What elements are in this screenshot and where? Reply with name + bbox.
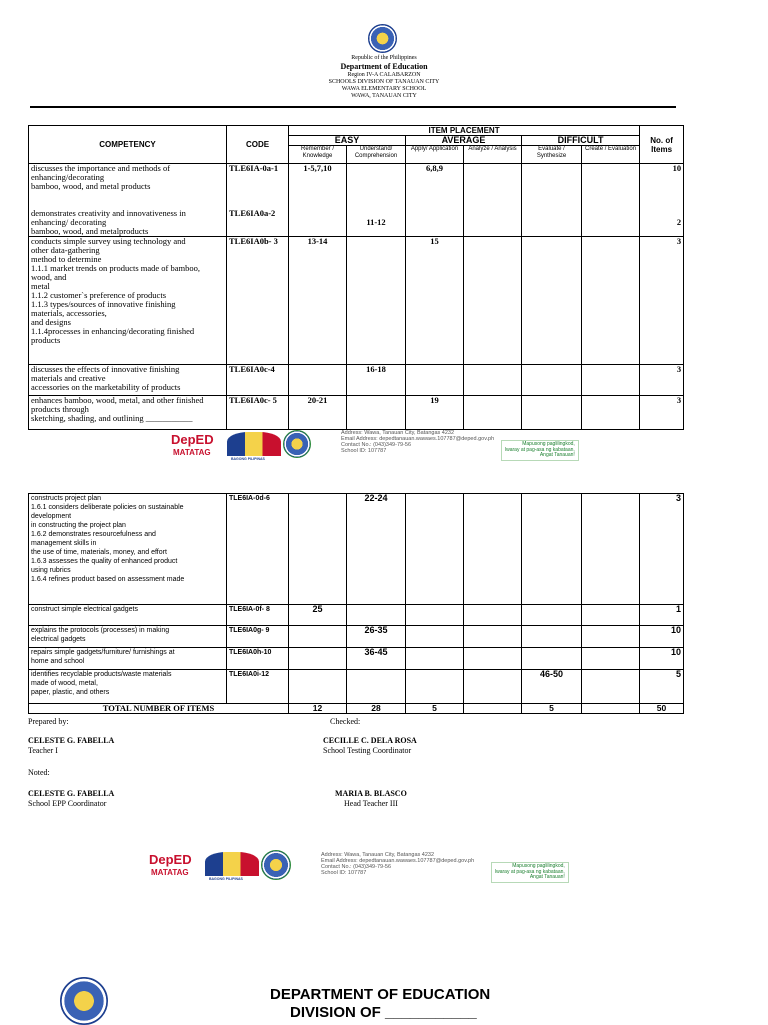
cell-evaluate [522, 396, 582, 430]
bagong-pilipinas-logo-icon [227, 432, 281, 456]
cell-remember [289, 648, 347, 670]
header-create: Create / Evaluation [582, 146, 640, 164]
school-seal-icon [261, 850, 291, 880]
checked-title: School Testing Coordinator [323, 746, 412, 755]
footer-motto: Mapusong paglilingkod, lwaray at pag-asa ng kabataan, Angat Tanauan! [491, 862, 569, 883]
cell-create [582, 494, 640, 605]
cell-apply: 15 [406, 237, 464, 365]
cell-evaluate [522, 605, 582, 626]
bagong-pilipinas-text: BAGONG PILIPINAS [209, 877, 243, 881]
cell-competency: enhances bamboo, wood, metal, and other finished products through sketching, shading, and outlining ___________ [29, 396, 227, 430]
cell-code: TLE6IA-0d-6 [227, 494, 289, 605]
total-understand: 28 [347, 704, 406, 714]
cell-items: 3 [640, 396, 684, 430]
cell-remember [289, 365, 347, 396]
checked-label: Checked: [330, 717, 361, 726]
cell-analyze [464, 605, 522, 626]
cell-evaluate [522, 237, 582, 365]
cell-items: 3 [640, 365, 684, 396]
cell-create [582, 237, 640, 365]
cell-understand [347, 396, 406, 430]
cell-create [582, 365, 640, 396]
cell-competency: discusses the importance and methods of enhancing/decorating bamboo, wood, and metal products demonstrates creativity and innovativeness in enhancing/ decorating bamboo, wood, and metalproducts [29, 164, 227, 237]
cell-understand: 16-18 [347, 365, 406, 396]
cell-analyze [464, 237, 522, 365]
cell-remember: 13-14 [289, 237, 347, 365]
cell-items: 3 [640, 237, 684, 365]
total-create [582, 704, 640, 714]
table-row [29, 237, 684, 365]
cell-understand: 11-12 [347, 164, 406, 237]
cell-competency: constructs project plan 1.6.1 considers deliberate policies on sustainable development in constructing the project plan 1.6.2 demonstrates resourcefulness and management skills in the use of time, materials, money, and effort 1.6.3 assesses the quality of enhanced product using rubrics 1.6.4 refines product based on assessment made [29, 494, 227, 605]
header-analyze: Analyze / Analysis [464, 146, 522, 164]
table-row [29, 626, 684, 648]
prepared-label: Prepared by: [28, 717, 69, 726]
cell-code: TLE6IA-0a-1 TLE6IA0a-2 [227, 164, 289, 237]
noted-label: Noted: [28, 768, 50, 777]
cell-code: TLE6IA0h-10 [227, 648, 289, 670]
deped-seal-icon [368, 24, 397, 53]
cell-apply [406, 605, 464, 626]
cell-remember: 25 [289, 605, 347, 626]
cell-competency: identifies recyclable products/waste materials made of wood, metal, paper, plastic, and others [29, 670, 227, 704]
deped-logo-text: DepED [171, 432, 214, 447]
bagong-pilipinas-text: BAGONG PILIPINAS [231, 457, 265, 461]
cell-analyze [464, 494, 522, 605]
header-address: WAWA, TANAUAN CITY [351, 93, 417, 99]
footer-address: Address: Wawa, Tanauan City, Batangas 4232 Email Address: depedtanauan.wawaes.107787@deped.gov.ph Contact No.: (043)349-79-56 School ID: 107787 [321, 852, 475, 876]
footer-logos-2 [145, 850, 605, 885]
header-average: AVERAGE [406, 136, 522, 146]
cell-apply [406, 670, 464, 704]
checked-name: CECILLE C. DELA ROSA [323, 736, 417, 745]
cell-evaluate [522, 365, 582, 396]
cell-items: 1 [640, 605, 684, 626]
cell-evaluate [522, 494, 582, 605]
total-evaluate: 5 [522, 704, 582, 714]
cell-analyze [464, 626, 522, 648]
cell-competency: conducts simple survey using technology and other data-gathering method to determine 1.1.1 market trends on products made of bamboo, wood, and metal 1.1.2 customer`s preference of products 1.1.3 types/sources of innovative finishing materials, accessories, and designs 1.1.4processes in enhancing/decorating finished products [29, 237, 227, 365]
total-apply: 5 [406, 704, 464, 714]
cell-competency: discusses the effects of innovative finishing materials and creative accessories on the marketability of products [29, 365, 227, 396]
school-seal-icon [283, 430, 311, 458]
cell-understand: 36-45 [347, 648, 406, 670]
cell-create [582, 605, 640, 626]
header-item-placement: ITEM PLACEMENT [289, 126, 640, 136]
cell-understand: 22-24 [347, 494, 406, 605]
cell-create [582, 670, 640, 704]
cell-items: 10 [640, 626, 684, 648]
cell-remember [289, 494, 347, 605]
cell-understand [347, 237, 406, 365]
total-remember: 12 [289, 704, 347, 714]
cell-analyze [464, 396, 522, 430]
deped-logo-text: DepED [149, 852, 192, 867]
table-row [29, 365, 684, 396]
cell-remember: 1-5,7,10 [289, 164, 347, 237]
cell-understand: 26-35 [347, 626, 406, 648]
cell-apply [406, 365, 464, 396]
cell-items: 10 2 [640, 164, 684, 237]
header-code: CODE [227, 126, 289, 164]
prepared-name: CELESTE G. FABELLA [28, 736, 115, 745]
next-page-department: DEPARTMENT OF EDUCATION [270, 986, 491, 1003]
cell-remember [289, 670, 347, 704]
noted2-name: MARIA B. BLASCO [335, 789, 407, 798]
table-row [29, 494, 684, 605]
cell-apply [406, 494, 464, 605]
cell-create [582, 626, 640, 648]
next-page-division: DIVISION OF ___________ [290, 1004, 477, 1021]
cell-analyze [464, 365, 522, 396]
cell-remember: 20-21 [289, 396, 347, 430]
cell-items: 10 [640, 648, 684, 670]
header-region: Region IV-A CALABARZON [347, 72, 421, 78]
cell-apply: 6,8,9 [406, 164, 464, 237]
cell-understand [347, 605, 406, 626]
header-difficult: DIFFICULT [522, 136, 640, 146]
footer-motto: Mapusong paglilingkod, lwaray at pag-asa ng kabataan, Angat Tanauan! [501, 440, 579, 461]
cell-code: TLE6IA0i-12 [227, 670, 289, 704]
cell-analyze [464, 164, 522, 237]
header-divider [30, 106, 676, 108]
cell-evaluate: 46-50 [522, 670, 582, 704]
cell-apply [406, 648, 464, 670]
footer-logos-1 [165, 430, 625, 465]
noted1-title: School EPP Coordinator [28, 799, 107, 808]
tos-table-page1 [28, 125, 684, 430]
cell-analyze [464, 648, 522, 670]
table-row [29, 396, 684, 430]
header-understand: Understand/ Comprehension [347, 146, 406, 164]
total-label: TOTAL NUMBER OF ITEMS [29, 704, 289, 714]
table-row [29, 164, 684, 237]
cell-code: TLE6IA0b- 3 [227, 237, 289, 365]
cell-code: TLE6IA-0f- 8 [227, 605, 289, 626]
cell-competency: construct simple electrical gadgets [29, 605, 227, 626]
cell-code: TLE6IA0g- 9 [227, 626, 289, 648]
header-school: WAWA ELEMENTARY SCHOOL [341, 86, 427, 92]
matatag-logo-text: MATATAG [151, 868, 189, 877]
cell-analyze [464, 670, 522, 704]
cell-remember [289, 626, 347, 648]
cell-items: 5 [640, 670, 684, 704]
cell-code: TLE6IA0c-4 [227, 365, 289, 396]
footer-address: Address: Wawa, Tanauan City, Batangas 4232 Email Address: depedtanauan.wawaes.107787@deped.gov.ph Contact No.: (043)349-79-56 School ID: 107787 [341, 430, 495, 454]
cell-competency: explains the protocols (processes) in making electrical gadgets [29, 626, 227, 648]
cell-evaluate [522, 648, 582, 670]
total-analyze [464, 704, 522, 714]
prepared-title: Teacher I [28, 746, 58, 755]
cell-evaluate [522, 626, 582, 648]
cell-create [582, 396, 640, 430]
total-items: 50 [640, 704, 684, 714]
cell-evaluate [522, 164, 582, 237]
tos-table-page2 [28, 493, 684, 714]
header-evaluate: Evaluate / Synthesize [522, 146, 582, 164]
cell-competency: repairs simple gadgets/furniture/ furnishings at home and school [29, 648, 227, 670]
cell-code: TLE6IA0c- 5 [227, 396, 289, 430]
header-competency: COMPETENCY [29, 126, 227, 164]
noted1-name: CELESTE G. FABELLA [28, 789, 115, 798]
deped-seal-icon [60, 977, 108, 1025]
cell-apply [406, 626, 464, 648]
matatag-logo-text: MATATAG [173, 448, 211, 457]
table-row [29, 648, 684, 670]
header-easy: EASY [289, 136, 406, 146]
cell-apply: 19 [406, 396, 464, 430]
cell-create [582, 648, 640, 670]
header-republic: Republic of the Philippines [351, 55, 417, 61]
header-division: SCHOOLS DIVISION OF TANAUAN CITY [328, 79, 440, 85]
table-row [29, 605, 684, 626]
cell-items: 3 [640, 494, 684, 605]
cell-understand [347, 670, 406, 704]
header-apply: Apply/ Application [406, 146, 464, 164]
bagong-pilipinas-logo-icon [205, 852, 259, 876]
header-remember: Remember / Knowledge [289, 146, 347, 164]
header-department: Department of Education [340, 62, 428, 71]
table-row [29, 670, 684, 704]
header-no-items: No. of Items [640, 126, 684, 164]
cell-create [582, 164, 640, 237]
noted2-title: Head Teacher III [344, 799, 398, 808]
